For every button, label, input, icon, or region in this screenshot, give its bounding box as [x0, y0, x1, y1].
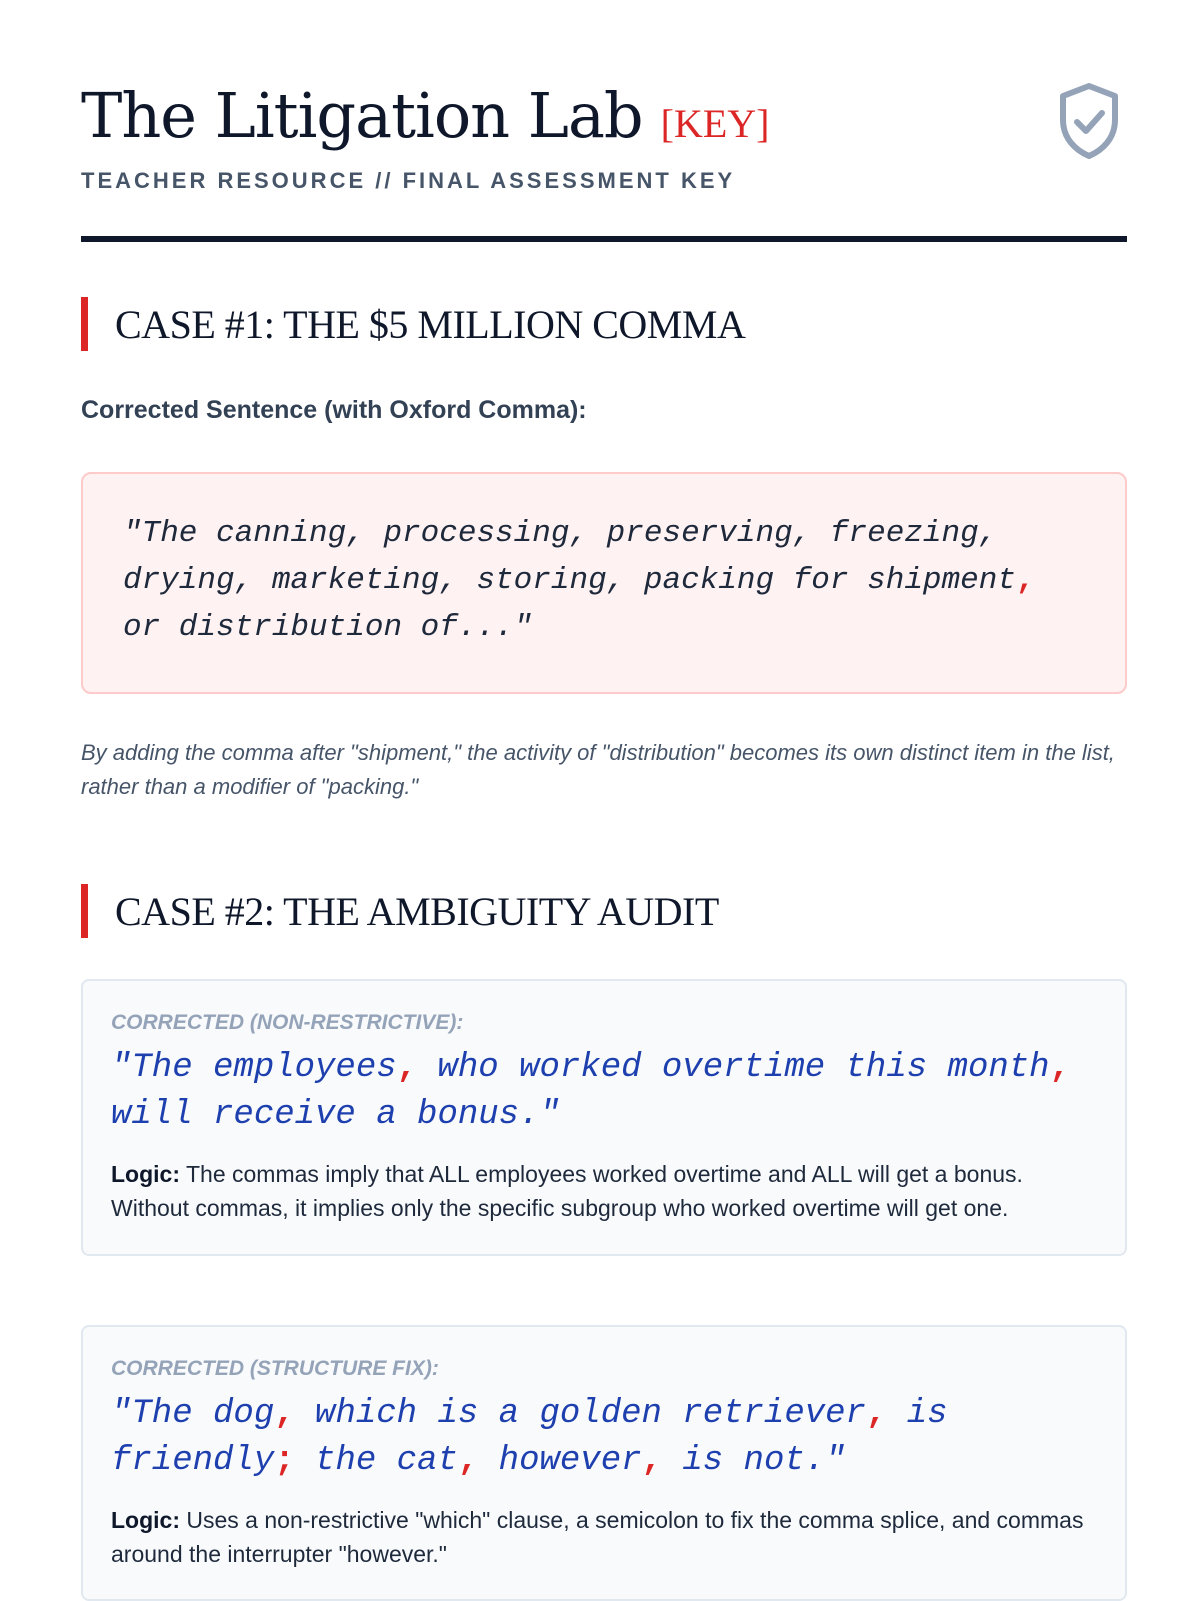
case-2-heading: CASE #2: THE AMBIGUITY AUDIT [81, 884, 719, 938]
sentence-part: is friendly [111, 1395, 948, 1480]
logic-label: Logic: [111, 1161, 180, 1187]
punctuation-mark: , [641, 1442, 662, 1480]
sentence-part: "The employees [111, 1049, 397, 1087]
case-1-explanation: By adding the comma after "shipment," the activity of "distribution" becomes its own distinct item in the list, rather than a modifier of "packing." [81, 740, 1115, 799]
case-1-heading: CASE #1: THE $5 MILLION COMMA [81, 297, 745, 351]
answer-card-label: CORRECTED (STRUCTURE FIX): [111, 1357, 439, 1380]
corrected-sentence-box [81, 472, 1127, 694]
title-row [81, 79, 1127, 152]
answer-key-page [81, 0, 1127, 1567]
punctuation-mark: , [865, 1395, 887, 1433]
oxford-comma: , [1015, 563, 1035, 598]
sentence-part: who worked overtime this month [417, 1049, 1050, 1087]
logic-text: The commas imply that ALL employees worked overtime and ALL will get a bonus. Without commas, it implies only the specific subgroup who worked overtime will get one. [111, 1161, 1023, 1221]
sentence-text-end: or distribution of..." [123, 610, 533, 645]
corrected-sentence [111, 1045, 1097, 1139]
logic-label: Logic: [111, 1507, 180, 1533]
corrected-sentence-label: Corrected Sentence (with Oxford Comma): [81, 396, 587, 424]
logic-text: Uses a non-restrictive "which" clause, a semicolon to fix the comma splice, and commas around the interrupter "however." [111, 1507, 1084, 1567]
sentence-text: "The canning, processing, preserving, freezing, drying, marketing, storing, packing for shipment [123, 516, 1016, 598]
sentence-part: is not." [661, 1442, 846, 1480]
shield-check-icon [1057, 82, 1121, 160]
logic-explanation [111, 1157, 1097, 1225]
sentence-part: however [478, 1442, 642, 1480]
page-title: The Litigation Lab [81, 79, 643, 152]
sentence-part: "The dog [111, 1395, 275, 1433]
sentence-part: which is a golden retriever [294, 1395, 866, 1433]
sentence-part: will receive a bonus." [111, 1096, 560, 1134]
header-divider [81, 236, 1127, 242]
corrected-sentence [111, 1391, 1097, 1485]
punctuation-mark: , [1049, 1049, 1070, 1087]
answer-card-label: CORRECTED (NON-RESTRICTIVE): [111, 1011, 464, 1034]
key-tag: [KEY] [660, 101, 770, 146]
sentence-part: the cat [294, 1442, 458, 1480]
logic-explanation [111, 1503, 1097, 1571]
punctuation-mark: , [457, 1442, 479, 1480]
answer-card [81, 979, 1127, 1256]
page-subtitle: TEACHER RESOURCE // FINAL ASSESSMENT KEY [81, 168, 736, 194]
punctuation-mark: , [274, 1395, 295, 1433]
punctuation-mark: ; [274, 1442, 295, 1480]
answer-card [81, 1325, 1127, 1601]
punctuation-mark: , [396, 1049, 418, 1087]
page-header [81, 0, 1127, 232]
